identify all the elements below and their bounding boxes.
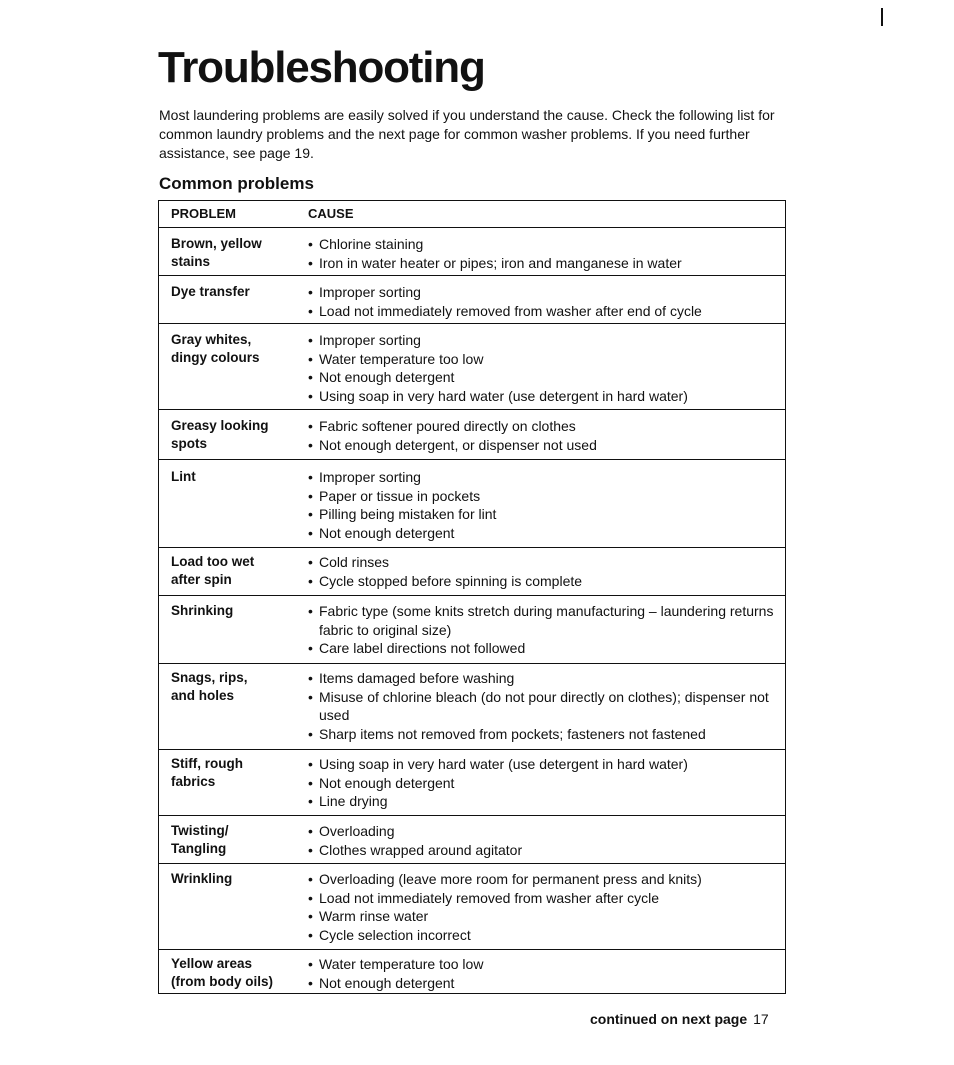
cause-item: • Not enough detergent bbox=[307, 368, 785, 387]
cause-list bbox=[307, 468, 785, 542]
cause-list bbox=[307, 602, 785, 658]
cause-cell bbox=[307, 750, 785, 815]
cause-item: • Clothes wrapped around agitator bbox=[307, 841, 785, 860]
problem-cell: Brown, yellow stains bbox=[171, 236, 262, 269]
cause-cell bbox=[307, 816, 785, 863]
problems-table bbox=[158, 200, 786, 994]
cause-item: • Fabric softener poured directly on clothes bbox=[307, 417, 785, 436]
intro-paragraph: Most laundering problems are easily solved if you understand the cause. Check the following list for common laundry problems and the next page for common washer problems. If you need further assistance, see page 19. bbox=[159, 107, 775, 161]
table-row bbox=[159, 750, 785, 816]
cause-item: • Chlorine staining bbox=[307, 235, 785, 254]
cause-list bbox=[307, 417, 785, 454]
problem-cell: Gray whites, dingy colours bbox=[171, 332, 260, 365]
cause-item: • Warm rinse water bbox=[307, 907, 785, 926]
cause-item: • Sharp items not removed from pockets; fasteners not fastened bbox=[307, 725, 785, 744]
cause-item: • Line drying bbox=[307, 792, 785, 811]
cause-list bbox=[307, 669, 785, 743]
cause-item: • Not enough detergent bbox=[307, 774, 785, 793]
cause-item: • Improper sorting bbox=[307, 283, 785, 302]
cause-item: • Water temperature too low bbox=[307, 350, 785, 369]
table-row bbox=[159, 324, 785, 410]
table-row bbox=[159, 950, 785, 993]
table-row bbox=[159, 864, 785, 950]
cause-item: • Not enough detergent bbox=[307, 974, 785, 993]
cause-item: • Cycle selection incorrect bbox=[307, 926, 785, 945]
cause-item: • Improper sorting bbox=[307, 331, 785, 350]
cause-list bbox=[307, 955, 785, 992]
problem-cell: Wrinkling bbox=[171, 871, 233, 886]
problem-cell: Yellow areas (from body oils) bbox=[171, 956, 273, 989]
cause-item: • Overloading bbox=[307, 822, 785, 841]
cause-item: • Load not immediately removed from washer after cycle bbox=[307, 889, 785, 908]
cause-item: • Improper sorting bbox=[307, 468, 785, 487]
header-cause: CAUSE bbox=[308, 205, 354, 221]
cause-cell bbox=[307, 460, 785, 547]
problem-cell: Shrinking bbox=[171, 603, 234, 618]
table-row bbox=[159, 816, 785, 864]
cause-item: • Paper or tissue in pockets bbox=[307, 487, 785, 506]
table-row bbox=[159, 460, 785, 548]
margin-mark bbox=[881, 8, 883, 26]
table-row bbox=[159, 664, 785, 750]
cause-item: • Iron in water heater or pipes; iron and manganese in water bbox=[307, 254, 785, 273]
header-problem: PROBLEM bbox=[171, 206, 236, 222]
cause-list bbox=[307, 283, 785, 320]
cause-list bbox=[307, 870, 785, 944]
page-number: 17 bbox=[753, 1011, 769, 1027]
problem-cell: Dye transfer bbox=[171, 284, 250, 299]
problem-cell: Load too wet after spin bbox=[171, 554, 255, 587]
cause-item: • Load not immediately removed from washer after end of cycle bbox=[307, 302, 785, 321]
cause-item: • Using soap in very hard water (use detergent in hard water) bbox=[307, 387, 785, 406]
cause-cell bbox=[307, 548, 785, 595]
cause-list bbox=[307, 331, 785, 405]
continued-note: continued on next page bbox=[590, 1011, 748, 1027]
cause-item: • Items damaged before washing bbox=[307, 669, 785, 688]
cause-item: • Cycle stopped before spinning is complete bbox=[307, 572, 785, 591]
table-row bbox=[159, 548, 785, 596]
section-title: Common problems bbox=[159, 174, 314, 193]
problem-cell: Twisting/ Tangling bbox=[171, 823, 229, 856]
cause-item: • Not enough detergent, or dispenser not used bbox=[307, 436, 785, 455]
table-row bbox=[159, 410, 785, 460]
cause-item: • Misuse of chlorine bleach (do not pour directly on clothes); dispenser not used bbox=[307, 688, 785, 725]
cause-list bbox=[307, 553, 785, 590]
cause-list bbox=[307, 822, 785, 859]
page-title: Troubleshooting bbox=[158, 43, 485, 92]
problem-cell: Snags, rips, and holes bbox=[171, 670, 248, 703]
cause-item: • Cold rinses bbox=[307, 553, 785, 572]
cause-item: • Care label directions not followed bbox=[307, 639, 785, 658]
cause-item: • Not enough detergent bbox=[307, 524, 785, 543]
cause-cell bbox=[307, 228, 785, 275]
cause-cell bbox=[307, 664, 785, 749]
cause-cell bbox=[307, 596, 785, 663]
table-header bbox=[159, 201, 785, 228]
table-row bbox=[159, 228, 785, 276]
cause-item: • Water temperature too low bbox=[307, 955, 785, 974]
cause-item: • Overloading (leave more room for permanent press and knits) bbox=[307, 870, 785, 889]
cause-list bbox=[307, 235, 785, 272]
problem-cell: Lint bbox=[171, 469, 196, 484]
table-row bbox=[159, 596, 785, 664]
page-footer bbox=[590, 1011, 769, 1027]
cause-item: • Fabric type (some knits stretch during manufacturing – laundering returns fabric to original size) bbox=[307, 602, 785, 639]
table-row bbox=[159, 276, 785, 324]
cause-cell bbox=[307, 950, 785, 993]
cause-cell bbox=[307, 276, 785, 323]
cause-item: • Pilling being mistaken for lint bbox=[307, 505, 785, 524]
problem-cell: Stiff, rough fabrics bbox=[171, 756, 243, 789]
cause-list bbox=[307, 755, 785, 811]
cause-cell bbox=[307, 324, 785, 409]
cause-cell bbox=[307, 410, 785, 459]
cause-item: • Using soap in very hard water (use detergent in hard water) bbox=[307, 755, 785, 774]
cause-cell bbox=[307, 864, 785, 949]
problem-cell: Greasy looking spots bbox=[171, 418, 269, 451]
